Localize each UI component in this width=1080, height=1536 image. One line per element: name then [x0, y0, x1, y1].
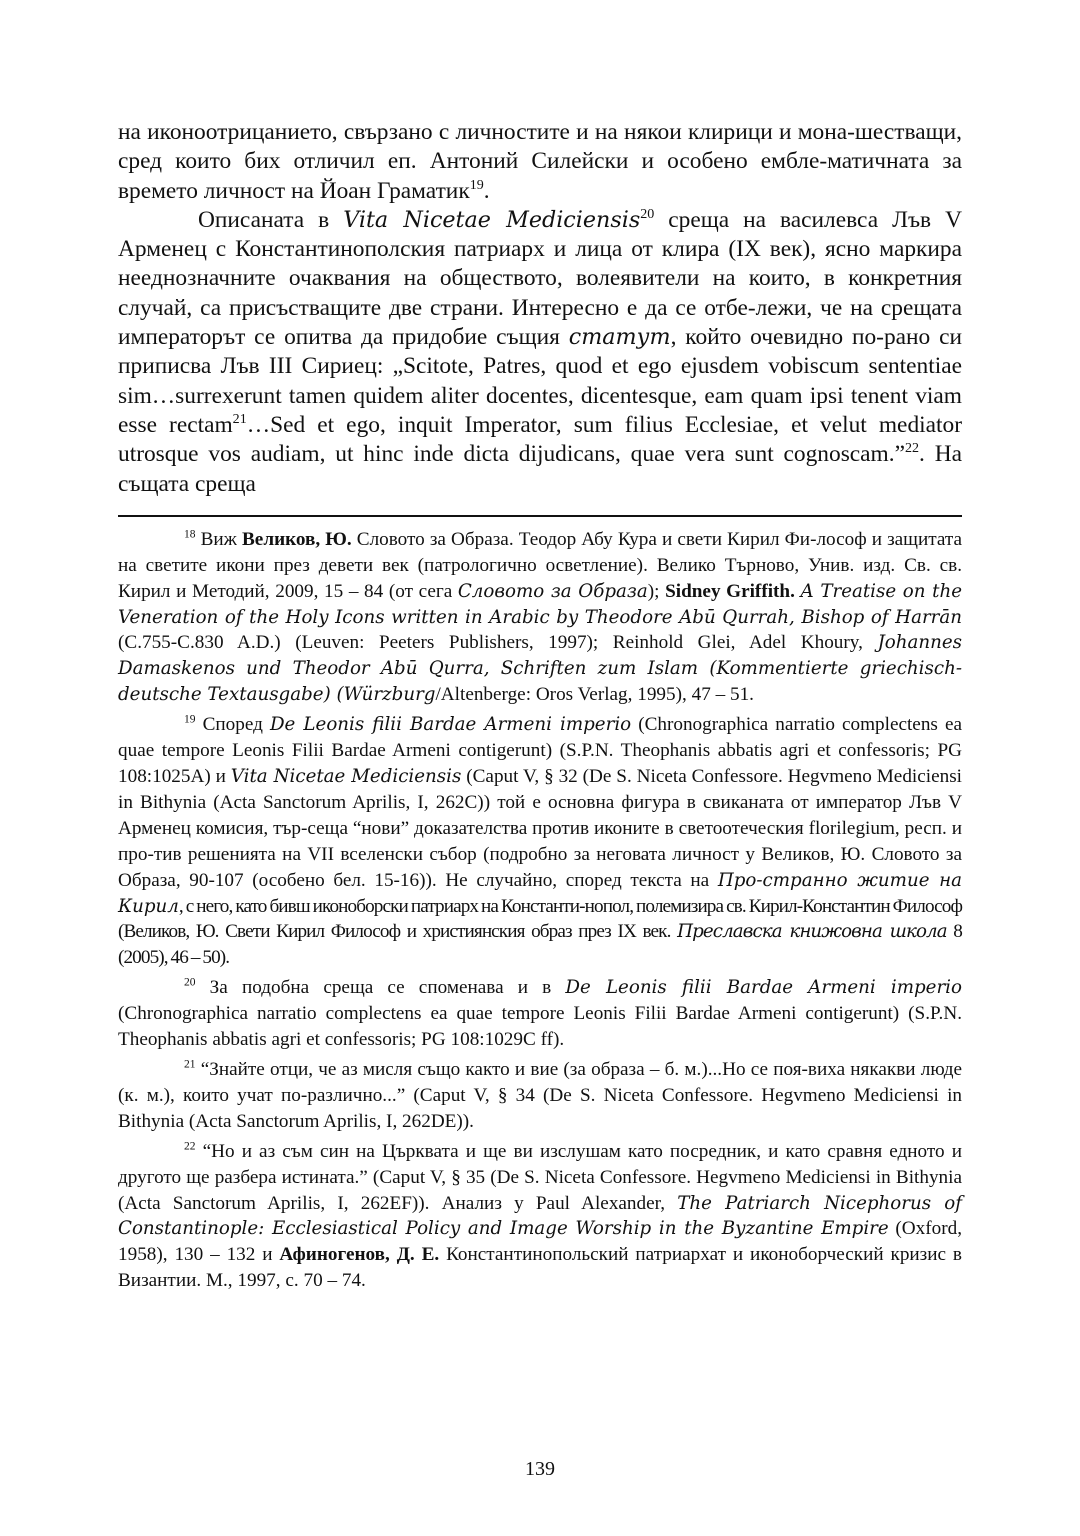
page-number: 139	[525, 1458, 555, 1480]
footnote-ref-19[interactable]: 19	[469, 176, 484, 193]
paragraph-1: на иконоотрицанието, свързано с личностите и на някои клирици и мона-шестващи, сред които бих отличил еп. Антоний Силейски и особено ембле-матичната за времето личност на Йоан Граматик$^{19}$.	[118, 119, 962, 204]
footnote-ref-21[interactable]: 21	[232, 411, 247, 428]
footnote-19: $^{19}$ Според De Leonis filii Bardae Armeni imperio (Chronographica narratio complectens ea quae tempore Leonis Filii Bardae Armeni contigerunt) (S.P.N. Theophanis abbatis agri et confessoris; PG 108:1025A) и Vita Nicetae Mediciensis (Caput V, § 32 (De S. Niceta Confessore. Hegvmeno Mediciensi in Bithynia (Acta Sanctorum Aprilis, I, 262C)) той е основна фигура в свиканата от император Лъв V Арменец комисия, тър-сеща “нови” доказателства против иконите в светоотеческия florilegium, респ. и про-тив решенията на VII вселенски събор (подробно за неговата личност у Великов, Ю. Словото за Образа, 90-107 (особено бел. 15-16)). Не случайно, според текста на Про-странно житие на Кирил, с него, като бивш иконоборски патриарх на Константи-нопол, полемизира св. Кирил-Константин Философ (Великов, Ю. Свети Кирил Философ и християнския образ през IX век. Преславска книжовна школа 8 (2005), 46 – 50).	[118, 713, 963, 969]
footnote-ref-22[interactable]: 22	[904, 440, 920, 457]
main-text	[118, 118, 962, 499]
footnote-separator	[118, 515, 962, 517]
footnote-20: $^{20}$ За подобна среща се споменава и в De Leonis filii Bardae Armeni imperio (Chronographica narratio complectens ea quae tempore Leonis Filii Bardae Armeni contigerunt) (S.P.N. Theophanis abbatis agri et confessoris; PG 108:1029C ff).	[118, 976, 962, 1051]
footnote-ref-20[interactable]: 20	[640, 206, 655, 223]
page	[118, 118, 962, 1294]
footnote-22: $^{22}$ “Но и аз съм син на Църквата и ще ви изслушам като посредник, и като сравня едното и другото ще разбера истината.” (Caput V, § 35 (De S. Niceta Confessore. Hegvmeno Mediciensi in Bithynia (Acta Sanctorum Aprilis, I, 262EF)). Анализ у Paul Alexander, The Patriarch Nicephorus of Constantinople: Ecclesiastical Policy and Image Worship in the Byzantine Empire (Oxford, 1958), 130 – 132 и Афиногенов, Д. Е. Константинопольский патриархат и иконоборческий кризис в Византии. М., 1997, с. 70 – 74.	[118, 1140, 962, 1292]
footnote-21: $^{21}$ “Знайте отци, че аз мисля също както и вие (за образа – б. м.)...Но се поя-виха някакви люде (к. м.), които учат по-различно...” (Caput V, § 34 (De S. Niceta Confessore. Hegvmeno Mediciensi in Bithynia (Acta Sanctorum Aprilis, I, 262DE)).	[118, 1058, 962, 1132]
footnote-18: $^{18}$ Виж Великов, Ю. Словото за Образа. Теодор Абу Кура и свети Кирил Фи-лософ и защитата на светите икони през девети век (патрологично осветление). Велико Търново, Унив. изд. Св. св. Кирил и Методий, 2009, 15 – 84 (от сега Словото за Образа); Sidney Griffith. A Treatise on the Veneration of the Holy Icons written in Arabic by Theodore Abū Qurrah, Bishop of Harrān (C.755-C.830 A.D.) (Leuven: Peeters Publishers, 1997); Reinhold Glei, Adel Khoury, Johannes Damaskenos und Theodor Abū Qurra, Schriften zum Islam (Kommentierte griechisch-deutsche Textausgabe) (Würzburg/Altenberge: Oros Verlag, 1995), 47 – 51.	[118, 528, 962, 706]
paragraph-2: Описаната в Vita Nicetae Mediciensis$^{20}$ среща на василевса Лъв V Арменец с Константинополския патриарх и лица от клира (IX век), ясно маркира нееднозначните очаквания на обществото, волеявители на които, в конкретния случай, са присъстващите две страни. Интересно е да се отбе-лежи, че на срещата императорът се опитва да придобие същия статут, който очевидно по-рано си приписва Лъв III Сириец: „Scitote, Patres, quod et ego ejusdem vobiscum sententiae sim…surrexerunt tamen quidem aliter docentes, dicentesque, eam quam ipsi tenent viam esse rectam$^{21}$…Sed et ego, inquit Imperator, sum filius Ecclesiae, et velut mediator utrosque vos audiam, ut hinc inde dicta dijudicans, quae vera sunt cognoscam.”$^{22}$. На същата среща	[118, 206, 963, 497]
footnotes	[118, 527, 962, 1294]
